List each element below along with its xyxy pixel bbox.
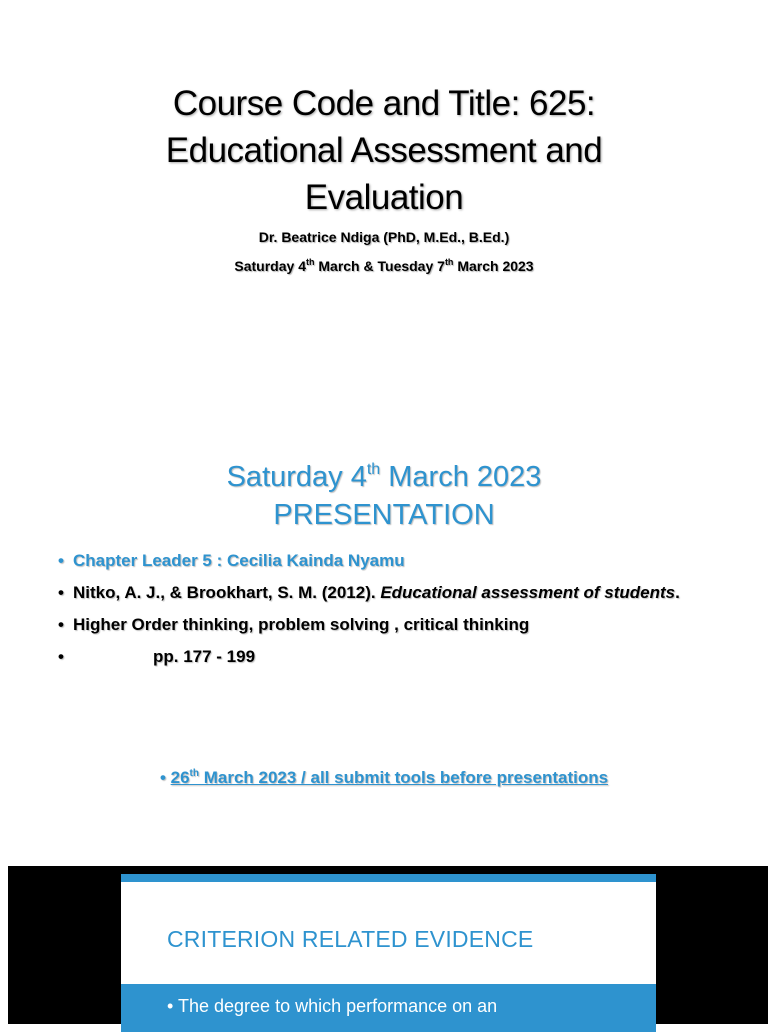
dates-sup-1: th — [305, 257, 315, 267]
dates-text-3: March 2023 — [453, 258, 534, 274]
topics-text: Higher Order thinking, problem solving , critical thinking — [73, 615, 530, 634]
reference-text — [73, 582, 712, 604]
presentation-heading — [0, 458, 768, 534]
bullet-dot: • — [58, 647, 64, 666]
course-title-line-2: Educational Assessment and — [165, 131, 603, 170]
criterion-bullet-dot: • — [167, 996, 174, 1016]
title-slide — [0, 0, 768, 430]
bullet-dot: • — [58, 583, 64, 602]
criterion-bullet-text: The degree to which performance on an — [178, 996, 498, 1016]
criterion-bullet — [167, 996, 497, 1017]
course-title — [60, 80, 708, 221]
course-title-line-1: Course Code and Title: 625: — [172, 84, 596, 123]
presentation-slide — [0, 440, 768, 860]
heading-date-sup: th — [366, 461, 381, 478]
pages-text: pp. 177 - 199 — [153, 647, 256, 666]
heading-date-text: Saturday 4 — [226, 461, 367, 493]
bullet-list — [58, 550, 712, 678]
slide-card — [121, 874, 656, 1024]
dates-text-1: Saturday 4 — [234, 258, 306, 274]
reference-authors: Nitko, A. J., & Brookhart, S. M. (2012). — [73, 583, 381, 602]
deadline-line — [0, 768, 768, 788]
bullet-dot: • — [58, 615, 64, 634]
heading-line-2: PRESENTATION — [273, 499, 495, 531]
bullet-chapter-leader — [58, 550, 712, 572]
deadline-text: March 2023 / all submit tools before presentations — [199, 768, 609, 787]
bullet-dot: • — [58, 551, 64, 570]
deadline-bullet: • — [159, 768, 166, 787]
reference-title: Educational assessment of students — [380, 583, 676, 602]
dates-line — [0, 258, 768, 274]
dates-text-2: March & Tuesday 7 — [314, 258, 445, 274]
bullet-topics — [58, 614, 712, 636]
criterion-slide — [8, 866, 768, 1024]
blue-content-band — [121, 984, 656, 1032]
reference-end: . — [675, 583, 680, 602]
bullet-pages — [58, 646, 712, 668]
bullet-reference — [58, 582, 712, 604]
heading-date-rest: March 2023 — [380, 461, 542, 493]
chapter-leader-text: Chapter Leader 5 : Cecilia Kainda Nyamu — [73, 551, 405, 570]
criterion-title: CRITERION RELATED EVIDENCE — [167, 926, 534, 952]
deadline-link[interactable] — [171, 768, 608, 787]
course-title-line-3: Evaluation — [304, 178, 464, 217]
deadline-day: 26 — [170, 768, 190, 787]
heading-line-1 — [0, 458, 768, 496]
deadline-sup: th — [189, 768, 199, 779]
author-line: Dr. Beatrice Ndiga (PhD, M.Ed., B.Ed.) — [258, 229, 510, 245]
dates-sup-2: th — [444, 257, 454, 267]
